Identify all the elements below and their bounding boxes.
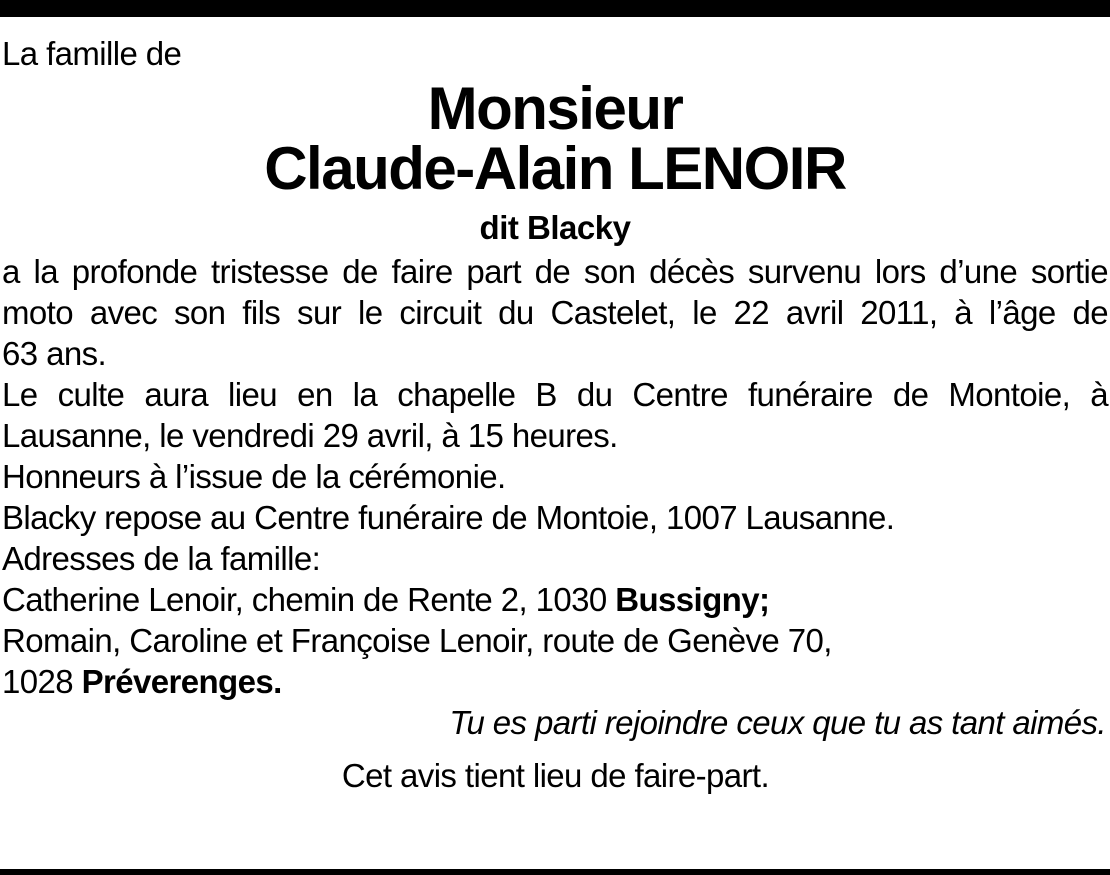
address-1-city: Bussigny; [615, 581, 770, 618]
address-2-postcode: 1028 [2, 663, 82, 700]
address-2 [2, 661, 1108, 702]
bottom-border-rule [0, 869, 1110, 875]
obituary-notice [2, 33, 1108, 796]
top-border-rule [0, 0, 1110, 17]
address-2-street: Romain, Caroline et Françoise Lenoir, route de Genève 70, [2, 622, 832, 659]
address-1-text: Catherine Lenoir, chemin de Rente 2, 1030 [2, 581, 616, 618]
address-1 [2, 579, 1108, 620]
addresses-label: Adresses de la famille: [2, 540, 321, 577]
body-line-6: Honneurs à l’issue de la cérémonie. [2, 458, 506, 495]
body-line-1: a la profonde tristesse de faire part de son décès survenu lors d’une sortie [2, 253, 1108, 290]
nickname: dit Blacky [479, 209, 631, 246]
address-2-city: Préverenges. [81, 663, 282, 700]
deceased-name: Claude-Alain LENOIR [264, 135, 846, 202]
body-line-5: Lausanne, le vendredi 29 avril, à 15 heures. [2, 417, 618, 454]
memorial-quote: Tu es parti rejoindre ceux que tu as tant aimés. [449, 704, 1106, 741]
title-honorific: Monsieur [427, 75, 683, 142]
body-line-3: 63 ans. [2, 335, 107, 372]
body-line-7: Blacky repose au Centre funéraire de Montoie, 1007 Lausanne. [2, 499, 895, 536]
body-line-2: moto avec son fils sur le circuit du Castelet, le 22 avril 2011, à l’âge de [2, 294, 1108, 331]
intro-text: La famille de [2, 35, 182, 72]
body-line-4: Le culte aura lieu en la chapelle B du Centre funéraire de Montoie, à [2, 376, 1108, 413]
closing-note: Cet avis tient lieu de faire-part. [341, 757, 770, 794]
